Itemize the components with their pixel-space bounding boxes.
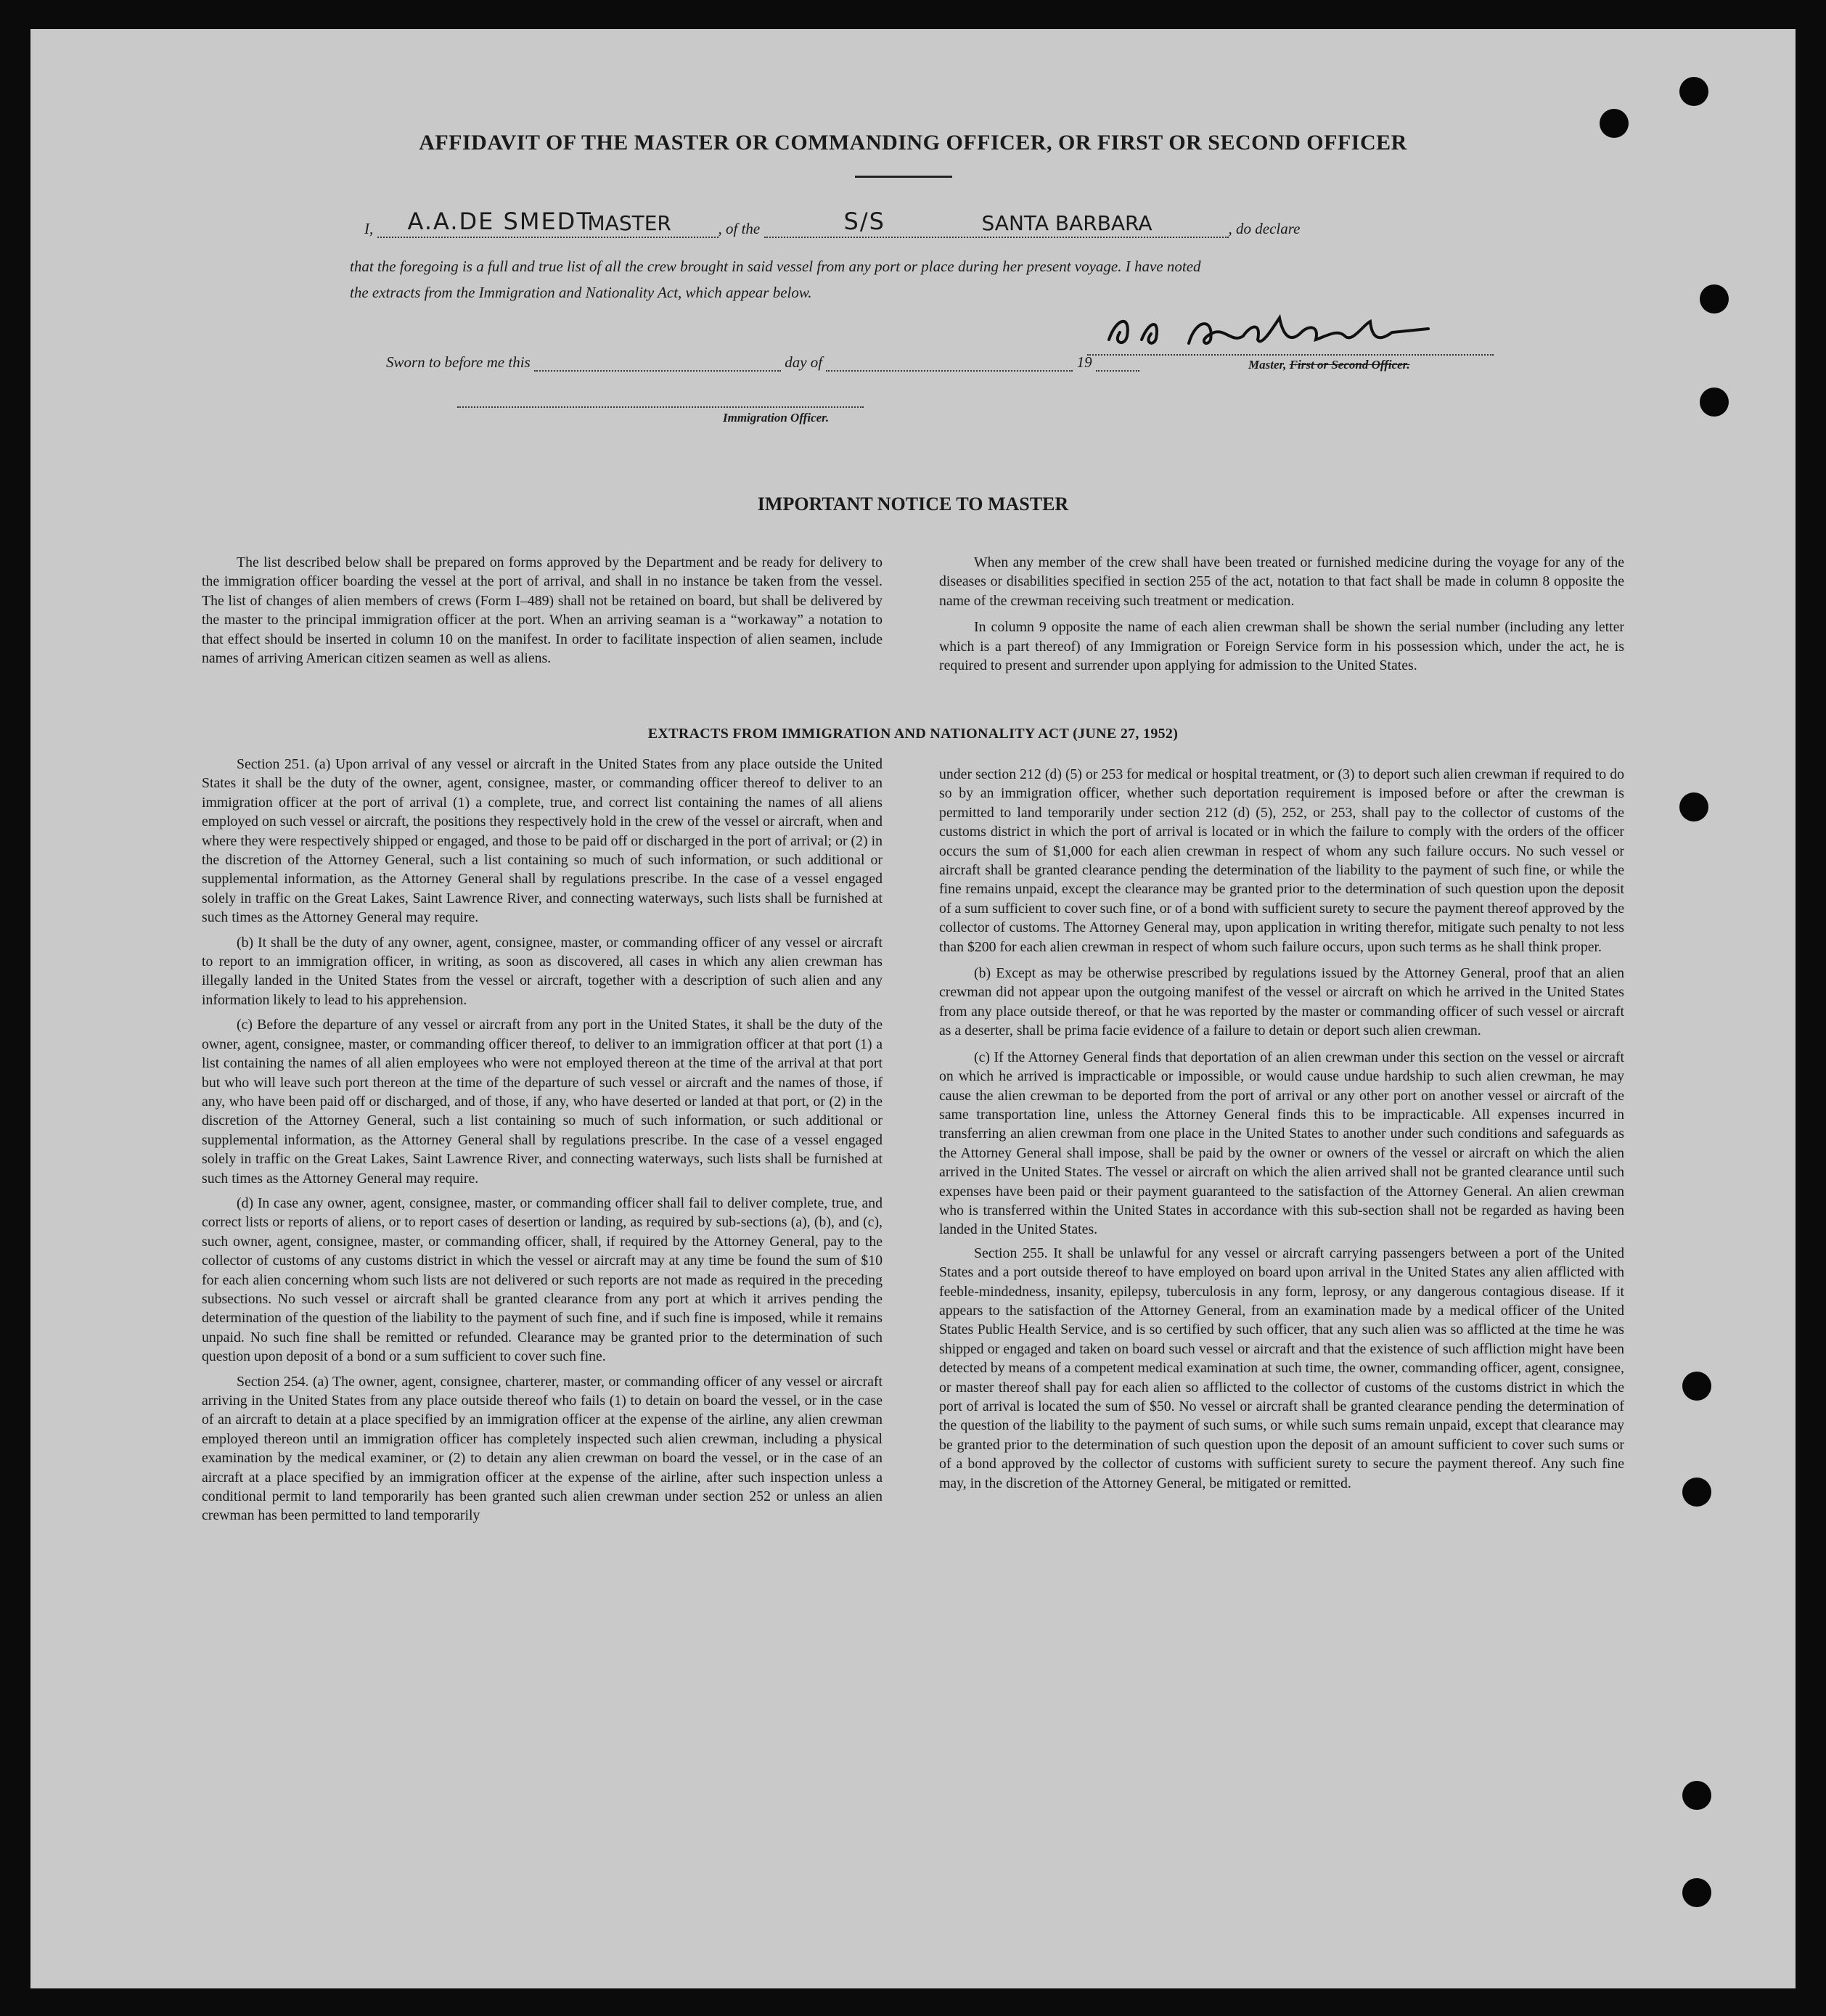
do-declare-label: , do declare — [1228, 220, 1301, 237]
notice-left-paragraph: The list described below shall be prepared on forms approved by the Department and be ready for delivery to the immigration officer boarding the vessel at the port of arrival, and shall in no instance be taken from the vessel. The list of changes of alien members of crews (Form I–489) shall not be retained on board, but shall be delivered by the master to the principal immigration officer at the port. When an arriving seaman is a “workaway” a notation to that effect should be inserted in column 10 on the manifest. In order to facilitate inspection of alien seamen, include names of arriving American citizen seamen as well as aliens. — [202, 554, 883, 667]
name-field — [377, 208, 718, 238]
extracts-title: EXTRACTS FROM IMMIGRATION AND NATIONALITY ACT (JUNE 27, 1952) — [647, 726, 1179, 742]
declaration-line-3: the extracts from the Immigration and Nationality Act, which appear below. — [350, 284, 812, 301]
notice-right-paragraph-2: In column 9 opposite the name of each alien crewman shall be shown the serial number (including any letter which is a part thereof) of any Immigration or Foreign Service form in his possession which, under the act, he is required to present and surrender upon applying for admission to the United States. — [939, 619, 1624, 674]
vessel-prefix-handwritten: S/S — [843, 208, 885, 235]
document-page — [30, 29, 1796, 1988]
signature-caption — [1248, 358, 1410, 372]
section-251-b: (b) It shall be the duty of any owner, agent, consignee, master, or commanding officer of any vessel or aircraft to report to an immigration officer, in writing, as soon as discovered, all cases in which any alien crewman has illegally landed in the United States from the vessel or aircraft, together with a description of such alien and any information likely to lead to his apprehension. — [202, 934, 883, 1008]
punch-hole — [1682, 1878, 1711, 1907]
extracts-left-column — [202, 755, 883, 1525]
immigration-officer-caption: Immigration Officer. — [723, 411, 830, 425]
notice-right-paragraph-1: When any member of the crew shall have been treated or furnished medicine during the voyage for any of the diseases or disabilities specified in section 255 of the act, notation to that fact shall be made in column 8 opposite the name of the crewman receiving such treatment or medication. — [939, 554, 1624, 609]
master-name-handwritten: A.A.DE SMEDT — [407, 208, 592, 235]
sworn-day-field — [534, 353, 781, 372]
section-255: Section 255. It shall be unlawful for any vessel or aircraft carrying passengers between a port of the United States and a port outside thereof to have employed on board upon arrival in the United States any alien afflicted with feeble-mindedness, insanity, epilepsy, tuberculosis in any form, leprosy, or any dangerous contagious disease. If it appears to the satisfaction of the Attorney General, from an examination made by a medical officer of the United States Public Health Service, and is so certified by such officer, that any such alien was so afflicted at the time he was shipped or engaged and taken on board such vessel or aircraft and that the existence of such affliction might have been detected by means of a competent medical examination at such time, the owner, commanding officer, agent, consignee, or master thereof shall pay for each alien so afflicted to the collector of customs of the customs district in which the port of arrival is located the sum of $50. No vessel or aircraft shall be granted clearance pending the determination of the question of the liability to the payment of such sums, or while such sums remain unpaid, except that clearance may be granted prior to the determination of such question upon the deposit of an amount sufficient to cover such sums or of a bond approved by the collector of customs with sufficient surety to secure the payment thereof. Any such fine may, in the discretion of the Attorney General, be mitigated or remitted. — [939, 1245, 1624, 1491]
section-254-a: Section 254. (a) The owner, agent, consignee, charterer, master, or commanding officer of any vessel or aircraft arriving in the United States from any place outside thereof who fails (1) to detain on board the vessel, or in the case of an aircraft to detain at a place specified by an immigration officer at the expense of the airline, any alien crewman employed thereon until an immigration officer has completely inspected such alien crewman, including a physical examination by the medical examiner, or (2) to detain any alien crewman on board the vessel, or in the case of an aircraft at a place specified by an immigration officer at the expense of the airline, after such inspection unless a conditional permit to land temporarily has been granted such alien crewman under section 252 or unless an alien crewman has been permitted to land temporarily — [202, 1373, 883, 1524]
vessel-name-typed: SANTA BARBARA — [981, 211, 1152, 235]
punch-hole — [1679, 77, 1708, 106]
punch-hole — [1700, 284, 1729, 314]
of-the-label: , of the — [718, 220, 761, 237]
officer-signature-line — [457, 406, 864, 408]
punch-hole — [1679, 792, 1708, 821]
section-251-a: Section 251. (a) Upon arrival of any vessel or aircraft in the United States from any place outside the United States it shall be the duty of the owner, agent, consignee, master, or commanding officer thereof to deliver to an immigration officer at the port of arrival (1) a complete, true, and correct list containing the names of all aliens employed on such vessel or aircraft, the positions they respectively hold in the crew of the vessel or aircraft, when and where they were respectively shipped or engaged, and those to be paid off or discharged in the port of arrival; or (2) in the discretion of the Attorney General, such a list containing so much of such information, or such additional or supplemental information, as the Attorney General shall by regulations prescribe. In the case of a vessel engaged solely in traffic on the Great Lakes, Saint Lawrence River, and connecting waterways, such lists shall be furnished at such times as the Attorney General may require. — [202, 756, 883, 926]
sworn-label: Sworn to before me this — [386, 353, 531, 371]
title-divider — [855, 176, 952, 178]
sworn-line — [386, 353, 1257, 372]
section-254-b: (b) Except as may be otherwise prescribed by regulations issued by the Attorney General, proof that an alien crewman did not appear upon the outgoing manifest of the vessel or aircraft on which he arrived in the United States from any place outside thereof, or that he was reported by the master or commanding officer of such vessel or aircraft as a deserter, shall be prima facie evidence of a failure to detain or deport such alien crewman. — [939, 965, 1624, 1039]
sworn-month-field — [826, 353, 1073, 372]
punch-hole — [1682, 1781, 1711, 1810]
struck-officer-caption: First or Second Officer. — [1289, 358, 1410, 372]
punch-hole — [1700, 388, 1729, 417]
declaration-line-2: that the foregoing is a full and true list of all the crew brought in said vessel from any port or place during her present voyage. I have noted — [350, 258, 1201, 275]
signature-line — [1087, 303, 1494, 356]
declaration-line-1 — [364, 208, 1504, 238]
punch-hole — [1600, 109, 1629, 138]
year-label: 19 — [1076, 353, 1092, 371]
master-caption: Master, — [1248, 358, 1287, 372]
rank-typed: MASTER — [587, 211, 671, 235]
section-254-c: (c) If the Attorney General finds that deportation of an alien crewman under this section on the vessel or aircraft on which he arrived is impracticable or impossible, or would cause undue hardship to such alien crewman, he may cause the alien crewman to be deported from the port of arrival or any other port on another vessel or aircraft of the same transportation line, unless the Attorney General finds this to be impracticable. All expenses incurred in transferring an alien crewman from one place in the United States to another under such conditions and safeguards as the Attorney General shall impose, shall be paid by the owner or owners of the vessel or aircraft on which the alien arrived in the United States. The vessel or aircraft on which the alien arrived shall not be granted clearance until such expenses have been paid or their payment guaranteed to the satisfaction of the Attorney General. An alien crewman who is transferred within the United States in accordance with this sub-section shall not be regarded as having been landed in the United States. — [939, 1049, 1624, 1238]
punch-hole — [1682, 1478, 1711, 1507]
notice-right-column — [939, 553, 1624, 675]
section-254-a-continued: under section 212 (d) (5) or 253 for medical or hospital treatment, or (3) to deport such alien crewman if required to do so by an immigration officer, whether such deportation requirement is imposed before or after the crewman is permitted to land temporarily under section 212 (d) (5), 252, or 253, shall pay to the collector of customs of the customs district in which the port of arrival is located or in which the failure to comply with the orders of the officer occurs the sum of $1,000 for each alien crewman in respect of whom any such failure occurs. No such vessel or aircraft shall be granted clearance pending the determination of the liability to the payment of such fine, or while the fine remains unpaid, except the clearance may be granted prior to the determination of such question upon the deposit of a sum sufficient to cover such fine, or of a bond with sufficient surety to secure the payment thereof approved by the collector of customs. The Attorney General may, upon application in writing therefor, mitigate such penalty to not less than $200 for each alien crewman in respect of whom such failure occurs, upon such terms as he shall think proper. — [939, 766, 1624, 955]
section-251-c: (c) Before the departure of any vessel or aircraft from any port in the United States, it shall be the duty of the owner, agent, consignee, master, or commanding officer thereof, to deliver to an immigration officer at that port (1) a list containing the names of all alien employees who were not employed thereon at the time of the arrival at that port but who will leave such port thereon at the time of the departure of such vessel or aircraft and the names of those, if any, who have been paid off or discharged, and of those, if any, who have deserted or landed at that port, or (2) in the discretion of the Attorney General, such a list containing so much of such information, or such additional or supplemental information, as the Attorney General shall by regulations prescribe. In the case of a vessel engaged solely in traffic on the Great Lakes, Saint Lawrence River, and connecting waterways, such lists shall be furnished at such times as the Attorney General may require. — [202, 1017, 883, 1187]
affidavit-title: AFFIDAVIT OF THE MASTER OR COMMANDING OFFICER, OR FIRST OR SECOND OFFICER — [419, 131, 1407, 155]
punch-hole — [1682, 1372, 1711, 1401]
day-of-label: day of — [785, 353, 823, 371]
extracts-right-column — [939, 765, 1624, 1493]
section-251-d: (d) In case any owner, agent, consignee, master, or commanding officer shall fail to deliver complete, true, and correct lists or reports of aliens, or to report cases of desertion or landing, as required by sub-sections (a), (b), and (c), such owner, agent, consignee, master, or commanding officer, shall, if required by the Attorney General, pay to the collector of customs of any customs district in which the vessel or aircraft may at any time be found the sum of $10 for each alien concerning whom such lists are not delivered or such reports are not made as required in the preceding subsections. No such vessel or aircraft shall be granted clearance from any port at which it arrives pending the determination of the question of the liability to the payment of such fine, and if such fine is imposed, while it remains unpaid. No such fine shall be remitted or refunded. Clearance may be granted prior to the determination of such question upon deposit of a bond or a sum sufficient to cover such fine. — [202, 1195, 883, 1365]
notice-left-column — [202, 553, 883, 668]
vessel-field — [764, 208, 1229, 238]
signature-image — [1087, 303, 1494, 354]
notice-title: IMPORTANT NOTICE TO MASTER — [757, 493, 1069, 515]
sworn-year-field — [1096, 353, 1139, 372]
i-label: I, — [364, 220, 374, 237]
